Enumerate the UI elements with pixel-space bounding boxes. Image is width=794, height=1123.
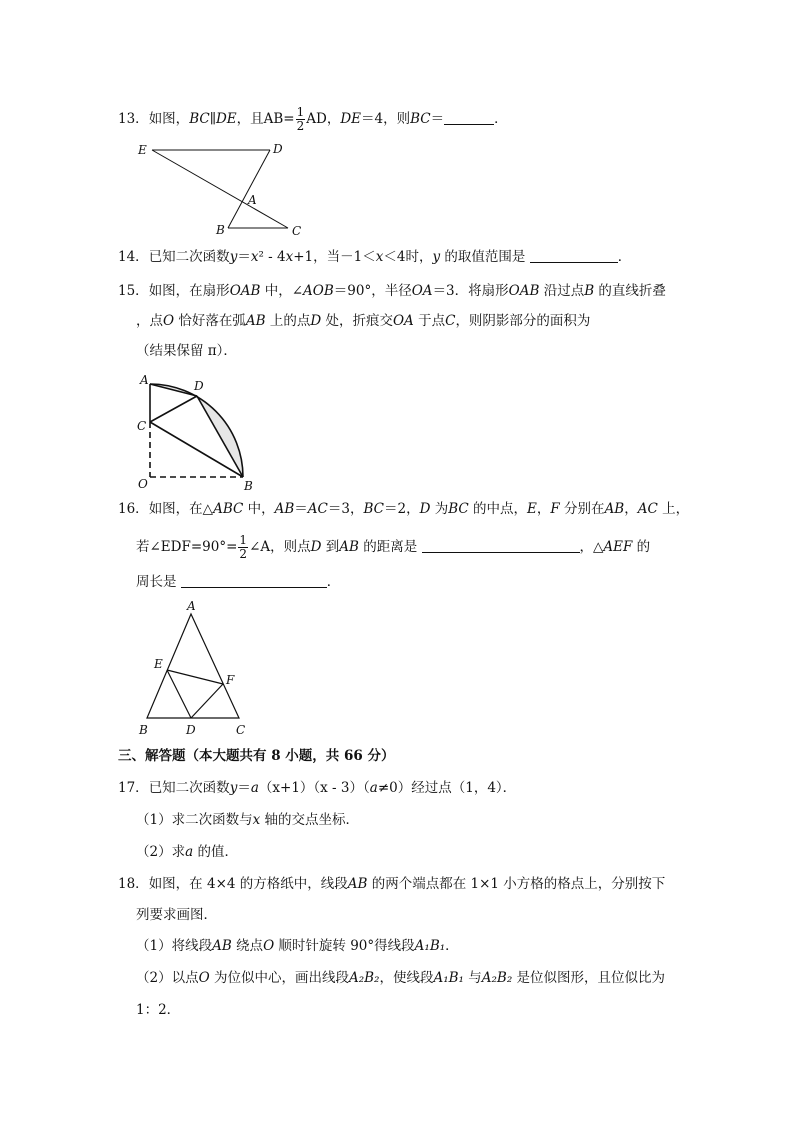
label-E: E bbox=[154, 657, 163, 671]
q17-part2: （2）求a 的值． bbox=[136, 844, 238, 860]
fraction-half: $\frac{1}{2}$ bbox=[296, 105, 305, 133]
q15-line3: （结果保留 π）． bbox=[136, 343, 237, 359]
answer-blank[interactable] bbox=[530, 248, 618, 263]
segment-DF bbox=[191, 684, 223, 718]
label-F: F bbox=[226, 673, 235, 687]
q18-part3: 1：2． bbox=[136, 1002, 181, 1018]
label-O: O bbox=[138, 477, 148, 491]
q13-figure bbox=[130, 138, 320, 240]
q16-figure bbox=[135, 598, 255, 740]
label-C: C bbox=[292, 224, 302, 238]
q16-line3: 周长是 ． bbox=[136, 574, 341, 590]
q15-line2: ，点O 恰好落在弧AB 上的点D 处，折痕交OA 于点C，则阴影部分的面积为 bbox=[136, 313, 591, 329]
answer-blank[interactable] bbox=[444, 110, 494, 125]
q16-line1: 16．如图，在△ABC 中，AB＝AC＝3，BC＝2，D 为BC 的中点，E，F 分别在AB，AC 上， bbox=[118, 501, 690, 517]
q18-part2: （2）以点O 为位似中心，画出线段A₂B₂，使线段A₁B₁ 与A₂B₂ 是位似图形，且位似比为 bbox=[136, 970, 666, 986]
q17-part1: （1）求二次函数与x 轴的交点坐标． bbox=[136, 812, 360, 828]
label-E: E bbox=[138, 143, 147, 157]
q17-number: 17． bbox=[118, 780, 149, 796]
label-D: D bbox=[273, 142, 283, 156]
q13-text: 13．如图，BC∥DE，且AB= $\frac{1}{2}$ AD，DE＝4，则BC＝ ． bbox=[118, 105, 508, 133]
q15-figure bbox=[130, 370, 265, 495]
segment-DB bbox=[197, 396, 243, 477]
q15-line1: 15．如图，在扇形OAB 中，∠AOB＝90°，半径OA＝3．将扇形OAB 沿过点B 的直线折叠 bbox=[118, 283, 666, 299]
q17-text: 17．已知二次函数y＝a（x+1）（x - 3）（a≠0）经过点（1，4）． bbox=[118, 780, 517, 796]
q18-number: 18． bbox=[118, 876, 149, 892]
fraction-half: $\frac{1}{2}$ bbox=[239, 533, 248, 561]
segment-EF bbox=[167, 670, 223, 684]
q18-line2: 列要求画图． bbox=[136, 907, 217, 923]
q14-number: 14． bbox=[118, 249, 149, 265]
segment-AD bbox=[150, 384, 197, 396]
segment-ED bbox=[167, 670, 191, 718]
label-D: D bbox=[194, 379, 204, 393]
q13-number: 13． bbox=[118, 111, 149, 127]
segment-EC bbox=[152, 150, 288, 228]
section-heading: 三、解答题（本大题共有 8 小题，共 66 分） bbox=[118, 748, 395, 764]
segment-CD bbox=[150, 396, 197, 422]
label-C: C bbox=[137, 419, 147, 433]
answer-blank-perimeter[interactable] bbox=[181, 573, 327, 588]
q16-number: 16． bbox=[118, 501, 149, 517]
label-A: A bbox=[140, 373, 149, 387]
q18-line1: 18．如图，在 4×4 的方格纸中，线段AB 的两个端点都在 1×1 小方格的格点上，分别按下 bbox=[118, 876, 666, 892]
segment-DB bbox=[228, 150, 270, 228]
label-B: B bbox=[244, 479, 253, 493]
label-A: A bbox=[248, 193, 257, 207]
q15-number: 15． bbox=[118, 283, 149, 299]
q16-line2: 若∠EDF=90°= $\frac{1}{2}$ ∠A，则点D 到AB 的距离是 ，△AEF 的 bbox=[136, 533, 651, 561]
q18-part1: （1）将线段AB 绕点O 顺时针旋转 90°得线段A₁B₁． bbox=[136, 938, 459, 954]
q14-text: 14．已知二次函数y＝x² - 4x+1，当－1＜x＜4时，y 的取值范围是 ． bbox=[118, 249, 632, 265]
label-B: B bbox=[139, 723, 148, 737]
answer-blank-distance[interactable] bbox=[422, 538, 580, 553]
label-B: B bbox=[216, 223, 225, 237]
label-D: D bbox=[186, 723, 196, 737]
label-C: C bbox=[236, 723, 246, 737]
label-A: A bbox=[187, 599, 196, 613]
